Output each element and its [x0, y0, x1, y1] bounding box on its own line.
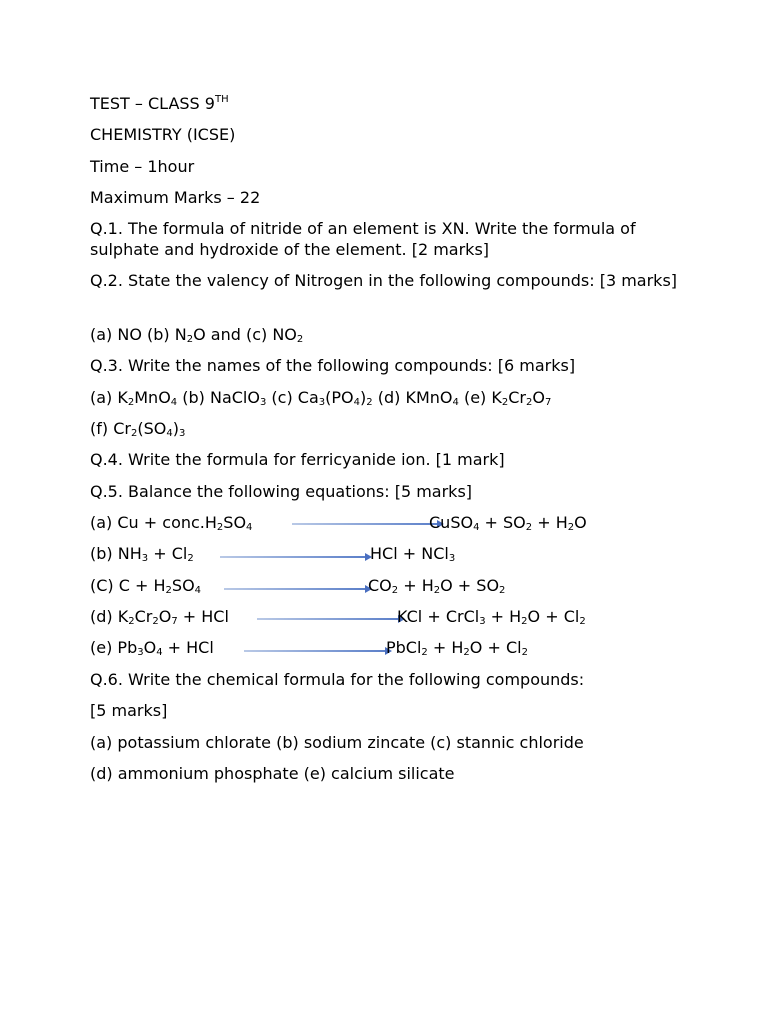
subscript: 4 — [170, 397, 178, 408]
question-6-compounds-line1: (a) potassium chlorate (b) sodium zincate (c) stannic chloride — [90, 733, 584, 752]
equation-c-arrow-icon — [224, 588, 366, 590]
question-3-compounds-line2 — [90, 418, 185, 439]
question-6-marks: [5 marks] — [90, 701, 168, 720]
text-segment: SO — [223, 513, 247, 532]
subscript: 2 — [128, 616, 135, 627]
subscript: 2 — [391, 585, 399, 596]
text-segment: MnO — [134, 388, 171, 407]
equation-b-reactants — [90, 543, 194, 564]
equation-b-arrow-icon — [220, 556, 366, 558]
subscript: 2 — [152, 616, 159, 627]
subscript: 3 — [141, 553, 149, 564]
text-segment: + H — [485, 607, 522, 626]
text-segment: + Cl — [148, 544, 188, 563]
text-segment: O + Cl — [527, 607, 580, 626]
text-segment: O + Cl — [469, 638, 522, 657]
subscript: 2 — [421, 647, 428, 658]
equation-a-products — [429, 512, 587, 533]
text-segment: O — [143, 638, 157, 657]
text-segment: ) — [360, 388, 367, 407]
text-segment: (b) NH — [90, 544, 142, 563]
text-segment: (d) KMnO — [372, 388, 453, 407]
question-6-compounds-line2: (d) ammonium phosphate (e) calcium silicate — [90, 764, 455, 783]
text-segment: O — [574, 513, 587, 532]
subscript: 3 — [137, 647, 144, 658]
subscript: 2 — [130, 428, 138, 439]
text-segment: CuSO — [429, 513, 474, 532]
subscript: 2 — [521, 616, 528, 627]
question-6: Q.6. Write the chemical formula for the following compounds: — [90, 670, 585, 689]
equation-c-products — [368, 575, 505, 596]
subscript: 7 — [171, 616, 178, 627]
text-segment: (a) K — [90, 388, 128, 407]
equation-e-reactants — [90, 637, 214, 658]
equation-d-arrow-icon — [257, 618, 399, 620]
text-segment: (e) K — [458, 388, 502, 407]
subscript: 2 — [499, 585, 506, 596]
subscript: 3 — [448, 553, 456, 564]
subscript: 2 — [296, 334, 304, 345]
subscript: 2 — [433, 585, 441, 596]
subscript: 2 — [567, 522, 575, 533]
text-segment: O — [532, 388, 545, 407]
subscript: 2 — [579, 616, 586, 627]
text-segment: + H — [532, 513, 568, 532]
text-segment: KCl + CrCl — [397, 607, 480, 626]
subscript: 4 — [166, 428, 173, 439]
question-2-compounds — [90, 324, 303, 345]
text-segment: O — [158, 607, 172, 626]
subscript: 2 — [186, 334, 194, 345]
equation-b-products — [370, 543, 455, 564]
question-4: Q.4. Write the formula for ferricyanide ion. [1 mark] — [90, 450, 505, 469]
equation-c-reactants — [90, 575, 201, 596]
text-segment: O and (c) NO — [193, 325, 297, 344]
subscript: 2 — [187, 553, 194, 564]
text-segment: + HCl — [162, 638, 214, 657]
text-segment: CO — [368, 576, 392, 595]
equation-e-products — [386, 637, 528, 658]
subscript: 4 — [156, 647, 163, 658]
text-segment: PbCl — [386, 638, 422, 657]
subscript: 2 — [525, 397, 533, 408]
question-3: Q.3. Write the names of the following compounds: [6 marks] — [90, 356, 576, 375]
text-segment: + SO — [479, 513, 526, 532]
text-segment: HCl + NCl — [370, 544, 449, 563]
text-segment: (e) Pb — [90, 638, 138, 657]
subscript: 4 — [194, 585, 202, 596]
test-title-text: TEST – CLASS 9 — [90, 94, 215, 113]
subscript: 3 — [259, 397, 267, 408]
equation-d-products — [397, 606, 586, 627]
text-segment: (f) Cr — [90, 419, 131, 438]
subscript: 2 — [463, 647, 470, 658]
subscript: 2 — [127, 397, 135, 408]
text-segment: (a) NO (b) N — [90, 325, 187, 344]
max-marks-line: Maximum Marks – 22 — [90, 188, 261, 207]
equation-a-reactants — [90, 512, 252, 533]
subscript: 4 — [473, 522, 480, 533]
text-segment: (d) K — [90, 607, 129, 626]
subject-line: CHEMISTRY (ICSE) — [90, 125, 236, 144]
test-title-superscript: TH — [214, 94, 229, 105]
text-segment: (PO — [325, 388, 354, 407]
text-segment: SO — [171, 576, 195, 595]
subscript: 2 — [366, 397, 373, 408]
subscript: 3 — [479, 616, 486, 627]
subscript: 2 — [216, 522, 224, 533]
text-segment: (b) NaClO — [177, 388, 260, 407]
test-title — [90, 93, 229, 114]
question-3-compounds-line1 — [90, 387, 551, 408]
subscript: 2 — [165, 585, 172, 596]
equation-d-reactants — [90, 606, 229, 627]
subscript: 3 — [318, 397, 326, 408]
text-segment: Cr — [508, 388, 526, 407]
question-2: Q.2. State the valency of Nitrogen in the following compounds: [3 marks] — [90, 271, 678, 290]
text-segment: ) — [172, 419, 179, 438]
text-segment: + H — [427, 638, 464, 657]
subscript: 4 — [353, 397, 361, 408]
time-line: Time – 1hour — [90, 157, 195, 176]
text-segment: (a) Cu + conc.H — [90, 513, 217, 532]
text-segment: + H — [398, 576, 434, 595]
subscript: 2 — [525, 522, 533, 533]
subscript: 2 — [521, 647, 528, 658]
equation-a-arrow-icon — [292, 523, 438, 525]
text-segment: + HCl — [177, 607, 229, 626]
text-segment: (c) Ca — [266, 388, 319, 407]
question-5: Q.5. Balance the following equations: [5 marks] — [90, 482, 473, 501]
subscript: 4 — [452, 397, 459, 408]
text-segment: O + SO — [440, 576, 500, 595]
text-segment: Cr — [134, 607, 153, 626]
subscript: 7 — [544, 397, 552, 408]
question-1: Q.1. The formula of nitride of an element is XN. Write the formula of sulphate and hydroxide of the element. [2 marks] — [90, 219, 636, 259]
equation-e-arrow-icon — [244, 650, 386, 652]
subscript: 2 — [501, 397, 509, 408]
subscript: 3 — [178, 428, 186, 439]
text-segment: (C) C + H — [90, 576, 166, 595]
text-segment: (SO — [137, 419, 167, 438]
subscript: 4 — [246, 522, 253, 533]
